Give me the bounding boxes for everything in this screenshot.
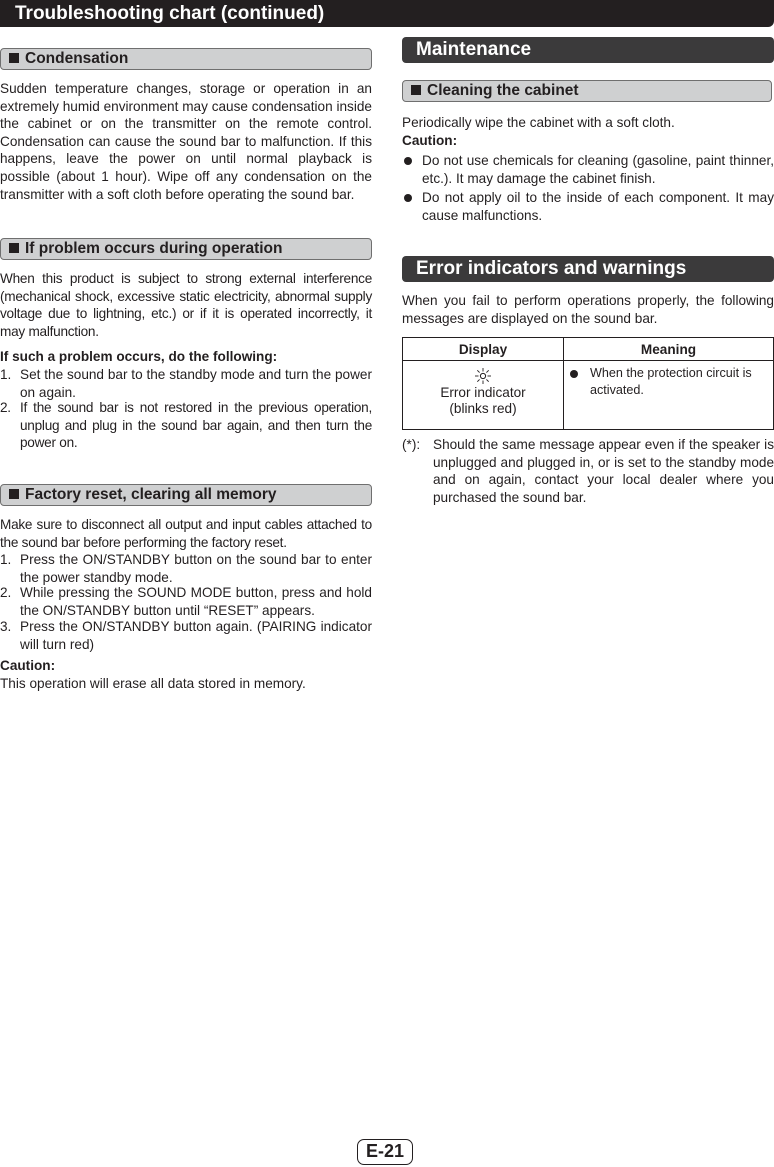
- col-display-header: Display: [403, 338, 564, 361]
- square-bullet-icon: [9, 489, 19, 499]
- step-text: Press the ON/STANDBY button on the sound bar to enter the power standby mode.: [20, 552, 372, 585]
- table-row: [403, 361, 774, 430]
- step-text: Set the sound bar to the standby mode and turn the power on again.: [20, 367, 372, 400]
- condensation-heading: [0, 48, 372, 70]
- problem-heading: [0, 238, 372, 260]
- step-number: 1.: [0, 552, 12, 567]
- bullet-text: Do not apply oil to the inside of each component. It may cause malfunctions.: [422, 190, 774, 223]
- blinking-light-icon: [403, 367, 563, 385]
- note-text: Should the same message appear even if the speaker is unplugged and plugged in, or is set to the standby mode and on again, contact your local dealer where you purchased the sound bar.: [433, 437, 774, 505]
- problem-heading-label: If problem occurs during operation: [25, 240, 283, 257]
- round-bullet-icon: [404, 194, 412, 202]
- round-bullet-icon: [570, 370, 578, 378]
- reset-text: Make sure to disconnect all output and input cables attached to the sound bar before performing the factory reset.: [0, 517, 372, 550]
- error-table: [402, 337, 774, 430]
- reset-caution-label: Caution:: [0, 658, 56, 673]
- cleaning-bullet-1: [402, 152, 774, 187]
- problem-text: When this product is subject to strong external interference (mechanical shock, excessive static electricity, abnormal supply voltage due to lightning, etc.) or if it is operated incorrectly, it may malfunction.: [0, 271, 372, 339]
- cleaning-heading: [402, 80, 772, 102]
- cleaning-bullet-2: [402, 189, 774, 224]
- cleaning-caution-label: Caution:: [402, 133, 458, 148]
- step-number: 2.: [0, 400, 11, 415]
- reset-step-1: [0, 551, 372, 586]
- meaning-cell: [564, 361, 774, 430]
- square-bullet-icon: [411, 85, 421, 95]
- step-number: 3.: [0, 619, 12, 634]
- step-text: If the sound bar is not restored in the previous operation, unplug and plug in the sound bar again, and then turn the power on.: [20, 400, 372, 451]
- error-note: [402, 436, 774, 506]
- square-bullet-icon: [9, 243, 19, 253]
- errors-heading: Error indicators and warnings: [402, 256, 774, 282]
- page-number: E-21: [357, 1139, 413, 1165]
- col-meaning-header: Meaning: [564, 338, 774, 361]
- reset-step-3: [0, 618, 372, 653]
- problem-step-1: [0, 366, 372, 401]
- meaning-text: When the protection circuit is activated.: [590, 366, 752, 397]
- round-bullet-icon: [404, 157, 412, 165]
- maintenance-heading: Maintenance: [402, 37, 774, 63]
- problem-subheading: If such a problem occurs, do the following:: [0, 349, 278, 364]
- page-title: Troubleshooting chart (continued): [0, 0, 774, 27]
- display-sublabel: (blinks red): [449, 401, 517, 416]
- reset-heading: [0, 484, 372, 506]
- cleaning-text: Periodically wipe the cabinet with a soft cloth.: [402, 115, 675, 130]
- bullet-text: Do not use chemicals for cleaning (gasoline, paint thinner, etc.). It may damage the cabinet finish.: [422, 153, 774, 186]
- display-label: Error indicator: [440, 385, 526, 400]
- reset-heading-label: Factory reset, clearing all memory: [25, 486, 277, 503]
- note-mark: (*):: [402, 437, 421, 452]
- error-table-header: [403, 338, 774, 361]
- square-bullet-icon: [9, 53, 19, 63]
- reset-caution-text: This operation will erase all data stored in memory.: [0, 676, 306, 691]
- condensation-text: Sudden temperature changes, storage or operation in an extremely humid environment may cause condensation inside the cabinet or on the transmitter on the remote control. Condensation can cause the sound bar to malfunction. If this happens, leave the power on until normal playback is possible (about 1 hour). Wipe off any condensation on the transmitter with a soft cloth before operating the sound bar.: [0, 81, 372, 202]
- step-text: Press the ON/STANDBY button again. (PAIRING indicator will turn red): [20, 619, 372, 652]
- step-text: While pressing the SOUND MODE button, press and hold the ON/STANDBY button until “RESET” appears.: [20, 585, 372, 618]
- cleaning-heading-label: Cleaning the cabinet: [427, 82, 579, 99]
- condensation-heading-label: Condensation: [25, 50, 129, 67]
- step-number: 2.: [0, 585, 12, 600]
- problem-step-2: [0, 399, 372, 452]
- display-cell: [403, 361, 564, 430]
- errors-text: When you fail to perform operations properly, the following messages are displayed on the sound bar.: [402, 293, 774, 326]
- step-number: 1.: [0, 367, 12, 382]
- reset-step-2: [0, 584, 372, 619]
